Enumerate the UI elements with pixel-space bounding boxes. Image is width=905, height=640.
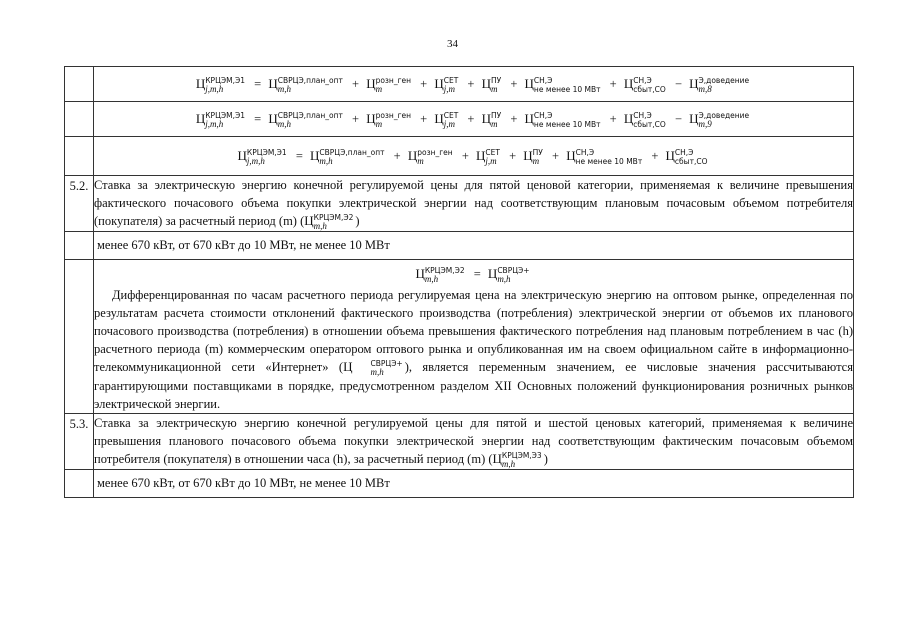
section-5-3-capacity: менее 670 кВт, от 670 кВт до 10 МВт, не менее 10 МВт xyxy=(94,470,854,498)
section-5-3-capacity-row xyxy=(65,470,854,498)
row-number-empty xyxy=(65,137,94,176)
row-number-empty xyxy=(65,470,94,498)
section-5-2-title-row xyxy=(65,176,854,232)
section-5-2-description-row xyxy=(65,260,854,414)
formula-row-1 xyxy=(65,67,854,102)
formula-5-2: Ц КРЦЭМ,Э2 m,h = Ц СВРЦЭ+ m,h xyxy=(415,266,530,285)
row-number-empty xyxy=(65,102,94,137)
section-5-3-title: Ставка за электрическую энергию конечной регулируемой цены для пятой и шестой ценовых категорий, применяемая к величине превышения планового почасового объема покупки электрической энергии над соответствующим фактическим почасовым объемом потребителя (покупателя) в отношении часа (h), за расчетный период (m) (Ц КРЦЭМ,Э3 m,h ) xyxy=(94,414,854,470)
section-5-3-title-row xyxy=(65,414,854,470)
section-5-2-paragraph: Дифференцированная по часам расчетного периода регулируемая цена на электрическую энергию на оптовом рынке, определенная по результатам расчета стоимости отклонений фактического производства (потребления) электрической энергии от объемов их планового почасового производства (потребления) в отношении объема превышения фактического потребления над плановым потреблением в час (h) расчетного периода (m) коммерческим оператором оптового рынка и опубликованная им на своем официальном сайте в информационно-телекоммуникационной сети «Интернет» (Ц СВРЦЭ+ m,h ), является переменным значением, ее числовые значения рассчитываются гарантирующими поставщиками в порядке, предусмотренном разделом XII Основных положений функционирования розничных рынков электрической энергии. xyxy=(94,288,853,412)
tariff-table xyxy=(64,66,854,498)
formula-row-2 xyxy=(65,102,854,137)
section-5-2-capacity: менее 670 кВт, от 670 кВт до 10 МВт, не менее 10 МВт xyxy=(94,232,854,260)
section-5-2-description xyxy=(94,260,854,414)
page-number: 34 xyxy=(447,38,458,50)
section-5-2-title: Ставка за электрическую энергию конечной регулируемой цены для пятой ценовой категории, применяемая к величине превышения фактического почасового объема покупки электрической энергии над соответствующим плановым почасовым объемом потребителя (покупателя) за расчетный период (m) (Ц КРЦЭМ,Э2 m,h ) xyxy=(94,176,854,232)
row-number-empty xyxy=(65,67,94,102)
formula-row-3 xyxy=(65,137,854,176)
row-number-empty xyxy=(65,232,94,260)
row-number-empty xyxy=(65,260,94,414)
formula-3: Ц КРЦЭМ,Э1 j,m,h = Ц СВРЦЭ,план_опт m,h + Ц розн_ген m + Ц СЕТ j,m + Ц ПУ m + Ц СН,Э не менее 10 МВт + Ц СН,Э сбыт,СО xyxy=(94,137,854,176)
section-number: 5.3. xyxy=(65,414,94,470)
formula-2: Ц КРЦЭМ,Э1 j,m,h = Ц СВРЦЭ,план_опт m,h + Ц розн_ген m + Ц СЕТ j,m + Ц ПУ m + Ц СН,Э не менее 10 МВт + Ц СН,Э сбыт,СО − Ц Э,доведение m,9 xyxy=(94,102,854,137)
section-number: 5.2. xyxy=(65,176,94,232)
formula-1: Ц КРЦЭМ,Э1 j,m,h = Ц СВРЦЭ,план_опт m,h + Ц розн_ген m + Ц СЕТ j,m + Ц ПУ m + Ц СН,Э не менее 10 МВт + Ц СН,Э сбыт,СО − Ц Э,доведение m,8 xyxy=(94,67,854,102)
section-5-2-capacity-row xyxy=(65,232,854,260)
